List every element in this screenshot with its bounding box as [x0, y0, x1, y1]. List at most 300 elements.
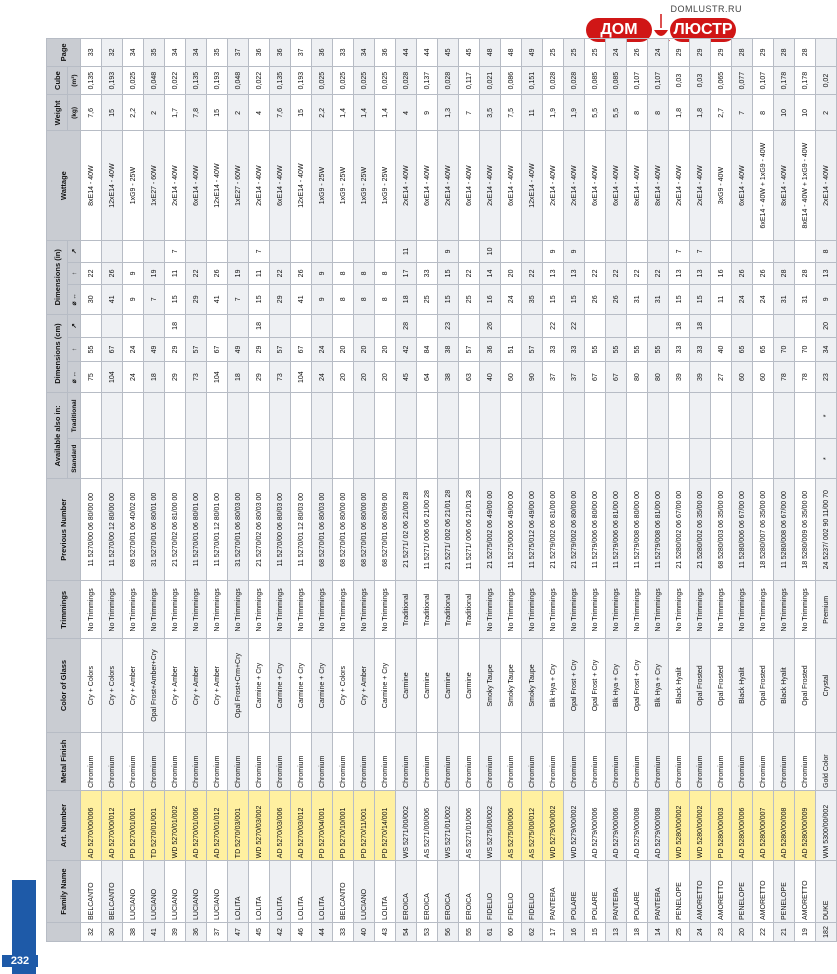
table-cell: Chromium	[333, 732, 354, 790]
table-cell: 22	[543, 314, 564, 338]
table-cell: 34	[165, 39, 186, 67]
table-cell: 78	[774, 361, 795, 393]
table-cell	[291, 240, 312, 262]
table-cell: LOLITA	[312, 861, 333, 923]
table-cell: 11	[522, 95, 543, 131]
table-cell: Chromium	[396, 732, 417, 790]
col-index	[47, 923, 81, 942]
table-cell	[123, 439, 144, 479]
table-cell: 55	[606, 338, 627, 362]
table-cell: 34	[186, 39, 207, 67]
table-cell: 32	[102, 39, 123, 67]
table-cell: No Trimmings	[270, 581, 291, 639]
table-cell: Black Hyalit	[669, 639, 690, 732]
table-cell	[585, 393, 606, 439]
table-cell: 0,178	[795, 66, 816, 95]
table-cell: Cry + Colors	[333, 639, 354, 732]
table-cell: 51	[501, 338, 522, 362]
table-cell: 6xE14 - 40W	[270, 131, 291, 240]
table-cell: 15	[438, 284, 459, 314]
table-cell: Chromium	[648, 732, 669, 790]
table-cell	[333, 393, 354, 439]
table-cell: Chromium	[690, 732, 711, 790]
table-cell: 30	[81, 284, 102, 314]
table-cell: 68 5270/01 06 40/02 00	[123, 479, 144, 581]
table-cell	[81, 314, 102, 338]
table-cell: 54	[396, 923, 417, 942]
table-cell	[228, 240, 249, 262]
table-cell: 30	[102, 923, 123, 942]
table-cell: 25	[564, 39, 585, 67]
table-cell: No Trimmings	[186, 581, 207, 639]
table-cell: 13	[690, 262, 711, 284]
table-cell: 33	[81, 39, 102, 67]
table-cell: 28	[795, 262, 816, 284]
table-cell: Opal Frost + Cry	[627, 639, 648, 732]
table-cell: 6xE14 - 40W	[501, 131, 522, 240]
table-cell: AMORETTO	[753, 861, 774, 923]
table-cell: 20	[501, 262, 522, 284]
table-cell: 15	[102, 95, 123, 131]
table-cell: AD 5270/03/006	[270, 790, 291, 860]
table-cell: 7,8	[186, 95, 207, 131]
table-cell: No Trimmings	[207, 581, 228, 639]
table-cell: Chromium	[795, 732, 816, 790]
table-cell	[438, 439, 459, 479]
table-cell: 38	[123, 923, 144, 942]
table-cell: 34	[123, 39, 144, 67]
table-cell: Cry + Amber	[186, 639, 207, 732]
table-cell: 24	[501, 284, 522, 314]
table-cell: 2xE14 - 40W	[669, 131, 690, 240]
table-cell	[480, 439, 501, 479]
table-cell: 0,137	[417, 66, 438, 95]
table-cell: 0,025	[354, 66, 375, 95]
table-cell: *	[816, 393, 837, 439]
table-cell: 6xE14 - 40W	[732, 131, 753, 240]
table-cell: DUKE	[816, 861, 837, 923]
table-cell: Blk Hya + Cry	[648, 639, 669, 732]
table-cell: Chromium	[186, 732, 207, 790]
table-cell: EROICA	[459, 861, 480, 923]
table-cell: 11 5280/008 06 67/00 00	[774, 479, 795, 581]
table-cell: 28	[795, 39, 816, 67]
table-cell: 75	[81, 361, 102, 393]
table-cell: 23	[438, 314, 459, 338]
table-cell: 22	[81, 262, 102, 284]
table-cell	[522, 393, 543, 439]
table-cell: 11 5270/00 12 80/00 00	[102, 479, 123, 581]
table-cell: 73	[270, 361, 291, 393]
table-cell: 29	[690, 39, 711, 67]
table-cell: AD 5280/00/009	[795, 790, 816, 860]
table-cell: 45	[438, 39, 459, 67]
table-cell	[732, 393, 753, 439]
table-cell: 84	[417, 338, 438, 362]
table-cell: 1,4	[354, 95, 375, 131]
table-cell: 0,117	[459, 66, 480, 95]
table-cell: POLARE	[564, 861, 585, 923]
table-row	[165, 39, 186, 942]
table-cell: No Trimmings	[375, 581, 396, 639]
table-cell: 8	[354, 284, 375, 314]
table-cell	[522, 240, 543, 262]
table-cell: 39	[669, 361, 690, 393]
table-cell: No Trimmings	[648, 581, 669, 639]
table-cell: 7,6	[81, 95, 102, 131]
table-cell: 7	[459, 95, 480, 131]
table-cell	[270, 393, 291, 439]
table-cell: Chromium	[732, 732, 753, 790]
table-cell: 0,193	[102, 66, 123, 95]
table-cell: 15	[690, 284, 711, 314]
col-wattage: Wattage	[47, 131, 81, 240]
table-cell: 0,086	[501, 66, 522, 95]
table-cell: No Trimmings	[333, 581, 354, 639]
table-cell: 11 5270/01 06 80/01 00	[186, 479, 207, 581]
table-cell: 7	[669, 240, 690, 262]
table-cell: 49	[144, 338, 165, 362]
table-cell: AD 5270/00/012	[102, 790, 123, 860]
table-cell	[627, 439, 648, 479]
table-cell: 1,3	[438, 95, 459, 131]
table-cell: 20	[375, 338, 396, 362]
table-cell: 11 5279/006 06 81/00 00	[606, 479, 627, 581]
table-cell: 60	[732, 361, 753, 393]
table-cell: 15	[291, 95, 312, 131]
table-cell: AD 5279/00/006	[585, 790, 606, 860]
table-cell: 14	[648, 923, 669, 942]
table-cell: 11 5279/008 06 81/00 00	[648, 479, 669, 581]
col-page: Page	[47, 39, 81, 67]
table-cell: No Trimmings	[480, 581, 501, 639]
table-cell	[564, 439, 585, 479]
table-cell: 9	[816, 284, 837, 314]
table-cell: 17	[396, 262, 417, 284]
table-cell	[102, 240, 123, 262]
table-cell: 0,025	[312, 66, 333, 95]
table-cell: 56	[438, 923, 459, 942]
table-row	[627, 39, 648, 942]
table-cell: 68 5270/01 06 80/00 00	[354, 479, 375, 581]
table-cell: 23	[711, 923, 732, 942]
table-cell: PENELOPE	[669, 861, 690, 923]
table-cell: 2xE14 - 40W	[543, 131, 564, 240]
table-cell: Chromium	[165, 732, 186, 790]
table-cell: 28	[774, 262, 795, 284]
col-dim-in: Dimensions (in)	[47, 240, 68, 314]
table-row	[774, 39, 795, 942]
table-row	[711, 39, 732, 942]
table-cell	[123, 314, 144, 338]
table-cell: WD 5270/03/002	[249, 790, 270, 860]
table-cell: 9	[123, 262, 144, 284]
table-cell: 40	[711, 338, 732, 362]
table-cell: 8xE14 - 40W	[627, 131, 648, 240]
table-cell: 33	[333, 39, 354, 67]
table-cell: 29	[249, 361, 270, 393]
table-cell: 25	[585, 39, 606, 67]
table-cell: 11 5279/006 06 80/00 00	[585, 479, 606, 581]
table-cell: LUCIANO	[207, 861, 228, 923]
table-cell: POLARE	[627, 861, 648, 923]
table-cell: 0,193	[291, 66, 312, 95]
table-row	[648, 39, 669, 942]
table-cell: 33	[690, 338, 711, 362]
table-cell: 26	[606, 284, 627, 314]
table-cell: Chromium	[270, 732, 291, 790]
table-cell: 40	[480, 361, 501, 393]
table-cell: 16	[564, 923, 585, 942]
table-cell: 11 5270/01 12 80/03 00	[291, 479, 312, 581]
table-cell: 8xE14 - 40W	[81, 131, 102, 240]
table-cell: 1xE27 - 60W	[144, 131, 165, 240]
table-cell	[81, 439, 102, 479]
table-cell: PD 5270/04/001	[312, 790, 333, 860]
table-cell: 37	[543, 361, 564, 393]
table-cell: 9	[312, 284, 333, 314]
table-cell: 15	[249, 284, 270, 314]
table-cell: Chromium	[711, 732, 732, 790]
table-cell: 36	[480, 338, 501, 362]
table-cell: 34	[354, 39, 375, 67]
table-cell	[312, 439, 333, 479]
table-cell: Opal Frosted	[795, 639, 816, 732]
table-cell: 21 5279/002 06 80/00 00	[564, 479, 585, 581]
table-cell: 24	[312, 361, 333, 393]
sub-standard: Standard	[68, 439, 81, 479]
table-cell: 0,021	[480, 66, 501, 95]
table-cell	[291, 439, 312, 479]
table-cell: AD 5280/00/007	[753, 790, 774, 860]
table-cell: AD 5280/00/008	[774, 790, 795, 860]
table-cell: No Trimmings	[312, 581, 333, 639]
table-cell: 24	[123, 361, 144, 393]
table-row	[81, 39, 102, 942]
table-cell: Chromium	[102, 732, 123, 790]
table-cell: Chromium	[585, 732, 606, 790]
table-cell: 11 5275/006 06 49/00 00	[501, 479, 522, 581]
table-cell: 26	[732, 262, 753, 284]
table-cell	[732, 240, 753, 262]
table-cell: No Trimmings	[228, 581, 249, 639]
table-cell: 31	[774, 284, 795, 314]
table-cell	[753, 393, 774, 439]
table-cell: 7	[228, 284, 249, 314]
table-cell	[396, 439, 417, 479]
table-cell	[438, 393, 459, 439]
table-cell: 29	[249, 338, 270, 362]
table-cell: 47	[228, 923, 249, 942]
table-cell	[123, 240, 144, 262]
table-cell: 2,2	[123, 95, 144, 131]
table-cell: No Trimmings	[795, 581, 816, 639]
table-row	[732, 39, 753, 942]
table-cell: EROICA	[417, 861, 438, 923]
col-art: Art. Number	[47, 790, 81, 860]
table-cell: AMORETTO	[795, 861, 816, 923]
table-cell: 0,085	[606, 66, 627, 95]
table-cell: 8	[648, 95, 669, 131]
table-cell: 26	[480, 314, 501, 338]
page-number: 232	[2, 955, 38, 967]
table-row	[543, 39, 564, 942]
table-cell: 1xE27 - 60W	[228, 131, 249, 240]
table-cell: Carmine + Cry	[291, 639, 312, 732]
table-cell	[354, 439, 375, 479]
table-cell: 21	[774, 923, 795, 942]
table-cell	[543, 393, 564, 439]
table-cell	[207, 240, 228, 262]
table-cell: Opal Frost+Amber+Cry	[144, 639, 165, 732]
table-cell: 22	[606, 262, 627, 284]
table-row	[459, 39, 480, 942]
table-cell: 43	[375, 923, 396, 942]
table-cell: 33	[333, 923, 354, 942]
table-cell: 37	[207, 923, 228, 942]
sub-kg: (kg)	[68, 95, 81, 131]
table-cell: Chromium	[669, 732, 690, 790]
table-cell: 0,028	[543, 66, 564, 95]
table-row	[522, 39, 543, 942]
table-cell: 22	[186, 262, 207, 284]
table-row	[669, 39, 690, 942]
table-cell: 2,7	[711, 95, 732, 131]
table-cell: 11 5270/00 06 80/03 00	[270, 479, 291, 581]
table-cell: 22	[585, 262, 606, 284]
table-cell	[228, 439, 249, 479]
table-cell: AD 5270/03/012	[291, 790, 312, 860]
table-cell: 41	[207, 284, 228, 314]
table-cell: Chromium	[312, 732, 333, 790]
table-cell	[186, 439, 207, 479]
table-cell: PANTERA	[606, 861, 627, 923]
table-cell	[543, 439, 564, 479]
table-cell	[690, 393, 711, 439]
table-cell: BELCANTO	[333, 861, 354, 923]
table-cell: 2	[228, 95, 249, 131]
table-cell: 24	[690, 923, 711, 942]
table-cell: 1,9	[564, 95, 585, 131]
table-cell: 26	[627, 39, 648, 67]
table-cell: 44	[396, 39, 417, 67]
table-cell: 1,8	[690, 95, 711, 131]
table-cell: 0,03	[690, 66, 711, 95]
table-cell: Smoky Taupe	[480, 639, 501, 732]
table-cell: 35	[144, 39, 165, 67]
table-cell	[669, 393, 690, 439]
table-cell: 6xE14 - 40W	[459, 131, 480, 240]
table-cell: 11	[165, 262, 186, 284]
table-cell: 67	[291, 338, 312, 362]
table-cell: LUCIANO	[165, 861, 186, 923]
table-cell: 15	[564, 284, 585, 314]
table-cell: 22	[459, 262, 480, 284]
table-cell: 19	[228, 262, 249, 284]
table-cell: Chromium	[564, 732, 585, 790]
table-cell: Carmine	[438, 639, 459, 732]
table-cell: 25	[669, 923, 690, 942]
table-cell: Chromium	[291, 732, 312, 790]
table-cell	[522, 314, 543, 338]
table-cell: 24	[606, 39, 627, 67]
table-cell: 33	[417, 262, 438, 284]
table-cell	[249, 439, 270, 479]
table-cell: 0,025	[375, 66, 396, 95]
table-cell: 46	[291, 923, 312, 942]
table-cell: 0,028	[438, 66, 459, 95]
table-cell: 37	[228, 39, 249, 67]
table-cell	[102, 314, 123, 338]
table-cell	[648, 439, 669, 479]
table-cell: 15	[207, 95, 228, 131]
table-cell: 8	[333, 284, 354, 314]
table-cell: FIDELIO	[480, 861, 501, 923]
table-row	[249, 39, 270, 942]
table-cell: 2xE14 - 40W	[564, 131, 585, 240]
table-cell: 65	[753, 338, 774, 362]
table-cell	[144, 439, 165, 479]
table-cell: 42	[396, 338, 417, 362]
table-cell: 67	[606, 361, 627, 393]
table-cell: 33	[543, 338, 564, 362]
table-cell: 7	[732, 95, 753, 131]
table-cell: PD 5270/10/001	[333, 790, 354, 860]
table-row	[417, 39, 438, 942]
table-cell: 9	[564, 240, 585, 262]
table-cell: 70	[795, 338, 816, 362]
table-cell	[354, 393, 375, 439]
table-cell: LOLITA	[291, 861, 312, 923]
table-cell: 1,9	[543, 95, 564, 131]
table-cell	[165, 439, 186, 479]
table-row	[312, 39, 333, 942]
table-cell: 11	[711, 284, 732, 314]
table-cell: 67	[102, 338, 123, 362]
table-cell: 26	[102, 262, 123, 284]
table-cell: 45	[396, 361, 417, 393]
table-cell: 15	[585, 923, 606, 942]
table-cell: 24	[753, 284, 774, 314]
table-cell: 40	[354, 923, 375, 942]
table-cell	[270, 314, 291, 338]
table-cell: 57	[186, 338, 207, 362]
table-cell: 11 5275/012 06 49/00 00	[522, 479, 543, 581]
table-cell: 10	[774, 95, 795, 131]
table-cell: 0,025	[123, 66, 144, 95]
table-cell: Chromium	[606, 732, 627, 790]
table-cell: Chromium	[522, 732, 543, 790]
table-cell: 36	[249, 39, 270, 67]
table-cell: 28	[774, 39, 795, 67]
table-cell: 21 5271/ 02 06 21/00 28	[396, 479, 417, 581]
table-cell: Cry + Amber	[165, 639, 186, 732]
table-cell	[606, 439, 627, 479]
table-cell	[186, 240, 207, 262]
table-cell	[753, 439, 774, 479]
table-cell: WM 5300/00/002	[816, 790, 837, 860]
table-cell	[606, 393, 627, 439]
table-cell: 20	[354, 338, 375, 362]
table-cell	[774, 240, 795, 262]
product-table-wrapper	[46, 38, 830, 942]
table-cell: Chromium	[753, 732, 774, 790]
table-cell: 35	[207, 39, 228, 67]
table-cell	[333, 314, 354, 338]
table-cell: 0,028	[564, 66, 585, 95]
table-cell: 11 5271/ 006 06 21/01 28	[459, 479, 480, 581]
table-cell	[711, 439, 732, 479]
